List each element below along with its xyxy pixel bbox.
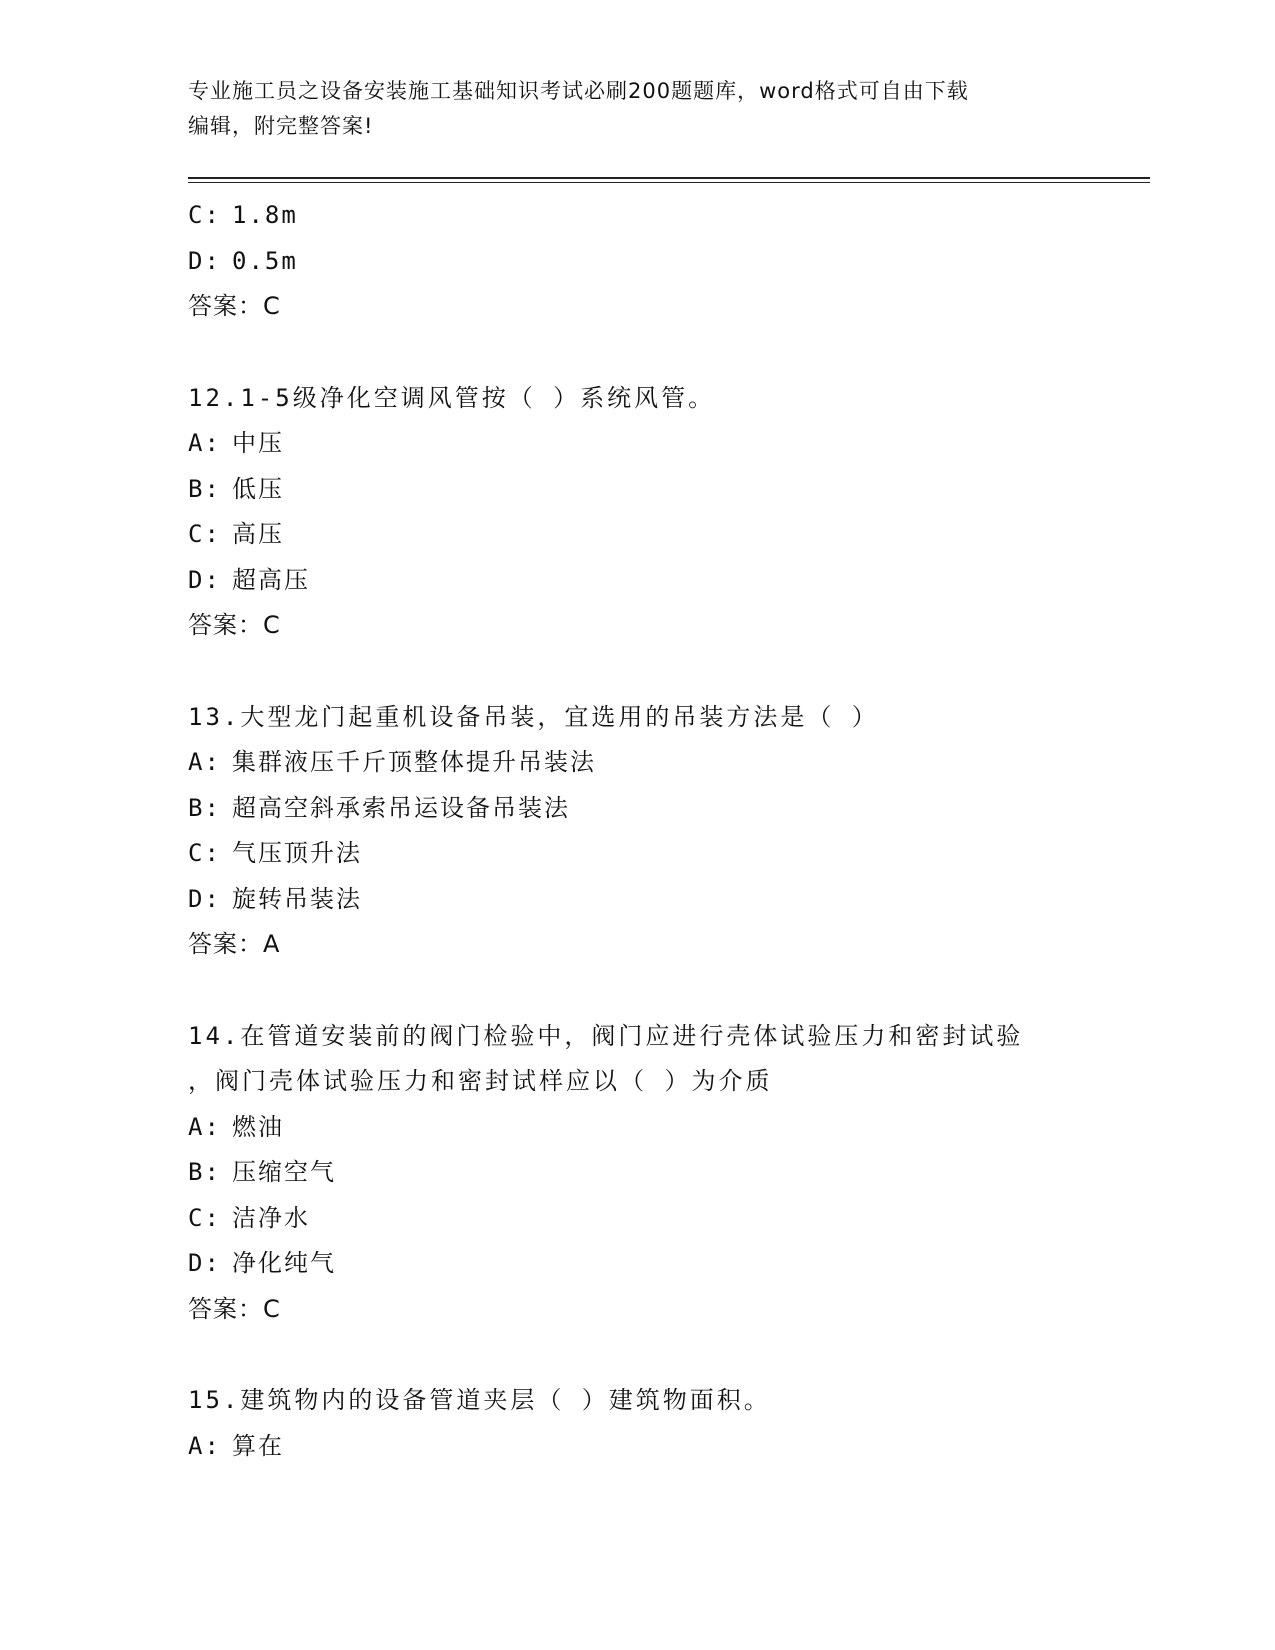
- option-text: 低压: [232, 474, 284, 503]
- option-label: C:: [188, 520, 221, 548]
- option-label: C:: [188, 201, 221, 229]
- question-stem: 15.建筑物内的设备管道夹层（ ）建筑物面积。: [188, 1386, 771, 1414]
- option-text: 燃油: [232, 1112, 284, 1141]
- option-text: 高压: [232, 520, 284, 548]
- option-line: [188, 1105, 1148, 1151]
- question-block-12: [188, 376, 1148, 649]
- option-line: [188, 786, 1148, 832]
- option-line: [188, 558, 1148, 604]
- option-label: D:: [188, 246, 221, 275]
- option-text: 超高压: [232, 565, 310, 594]
- option-text: 算在: [232, 1431, 284, 1460]
- option-label: B:: [188, 1158, 221, 1186]
- question-block-14: [188, 1014, 1148, 1333]
- question-block-13: [188, 695, 1148, 968]
- header-title-line-2: 编辑，附完整答案!: [188, 114, 374, 138]
- question-spacer: [188, 649, 1148, 695]
- option-line: [188, 1150, 1148, 1196]
- option-text: 洁净水: [232, 1203, 310, 1232]
- question-spacer: [188, 968, 1148, 1014]
- option-text: 旋转吊装法: [232, 884, 362, 913]
- option-line: [188, 1241, 1148, 1287]
- answer-line: 答案：C: [188, 611, 281, 639]
- option-text: 净化纯气: [232, 1249, 336, 1277]
- option-text: 0.5m: [232, 246, 298, 275]
- option-label: B:: [188, 793, 221, 822]
- option-label: A:: [188, 429, 221, 457]
- option-line: [188, 421, 1148, 467]
- option-line: [188, 1196, 1148, 1242]
- question-spacer: [188, 330, 1148, 376]
- option-label: C:: [188, 839, 221, 867]
- option-label: A:: [188, 748, 221, 776]
- option-line: [188, 239, 1148, 285]
- header-divider-thick: [188, 177, 1150, 179]
- option-label: D:: [188, 1249, 221, 1277]
- option-label: D:: [188, 884, 221, 913]
- answer-line: 答案：C: [188, 1294, 281, 1323]
- option-line: [188, 1424, 1148, 1470]
- option-line: [188, 512, 1148, 558]
- question-stem: 12.1-5级净化空调风管按（ ）系统风管。: [188, 383, 716, 412]
- answer-line: 答案：C: [188, 292, 281, 320]
- option-line: [188, 193, 1148, 239]
- header-title-line-1: 专业施工员之设备安装施工基础知识考试必刷200题题库，word格式可自由下载: [188, 79, 969, 103]
- option-text: 集群液压千斤顶整体提升吊装法: [232, 748, 596, 776]
- option-label: D:: [188, 565, 221, 594]
- question-block-15: [188, 1378, 1148, 1469]
- question-spacer: [188, 1332, 1148, 1378]
- answer-line: 答案：A: [188, 930, 281, 958]
- option-line: [188, 877, 1148, 923]
- option-label: C:: [188, 1203, 221, 1232]
- option-text: 超高空斜承索吊运设备吊装法: [232, 793, 570, 822]
- option-text: 压缩空气: [232, 1158, 336, 1186]
- option-text: 1.8m: [232, 201, 298, 229]
- option-text: 中压: [232, 429, 284, 457]
- option-line: [188, 831, 1148, 877]
- question-stem: 14.在管道安装前的阀门检验中，阀门应进行壳体试验压力和密封试验: [188, 1021, 1024, 1050]
- option-label: A:: [188, 1431, 221, 1460]
- option-line: [188, 740, 1148, 786]
- question-stem-continued: ，阀门壳体试验压力和密封试样应以（ ）为介质: [188, 1067, 773, 1095]
- option-text: 气压顶升法: [232, 839, 362, 867]
- document-header: [188, 74, 1068, 144]
- question-stem: 13.大型龙门起重机设备吊装，宜选用的吊装方法是（ ）: [188, 702, 879, 731]
- option-line: [188, 467, 1148, 513]
- header-divider-thin: [188, 182, 1150, 183]
- option-label: A:: [188, 1112, 221, 1141]
- option-label: B:: [188, 474, 221, 503]
- question-list: [188, 193, 1148, 1469]
- question-block-11-continued: [188, 193, 1148, 330]
